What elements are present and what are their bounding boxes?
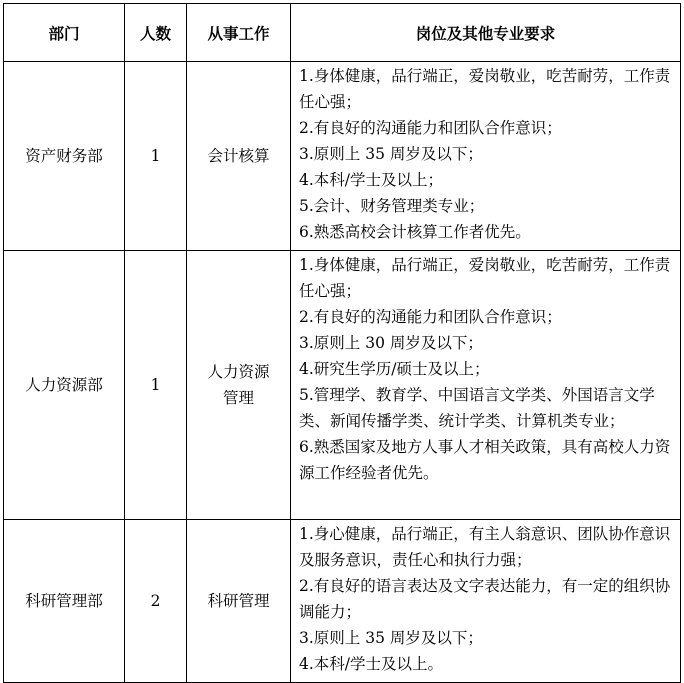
requirement-item: 2.有良好的沟通能力和团队合作意识； — [299, 308, 562, 326]
job-cell: 科研管理 — [187, 520, 291, 683]
requirement-item: 4.研究生学历/硕士及以上； — [299, 360, 490, 378]
requirements-cell — [291, 251, 681, 520]
requirements-cell — [291, 62, 681, 251]
count-cell: 1 — [125, 62, 187, 251]
job-cell: 会计核算 — [187, 62, 291, 251]
count-cell: 2 — [125, 520, 187, 683]
requirement-item: 3.原则上 30 周岁及以下； — [299, 334, 483, 352]
dept-cell: 资产财务部 — [4, 62, 125, 251]
requirement-item: 3.原则上 35 周岁及以下； — [299, 629, 483, 647]
header-dept: 部门 — [4, 4, 125, 62]
requirement-item: 5.管理学、教育学、中国语言文学类、外国语言文学类、新闻传播学类、统计学类、计算机类专业； — [299, 386, 655, 430]
table-row — [4, 520, 681, 683]
table-row — [4, 62, 681, 251]
requirements-cell — [291, 520, 681, 683]
table-header-row — [4, 4, 681, 62]
header-job: 从事工作 — [187, 4, 291, 62]
requirement-item: 4.本科/学士及以上。 — [299, 655, 444, 673]
requirement-item: 6.熟悉国家及地方人事人才相关政策，具有高校人力资源工作经验者优先。 — [299, 438, 671, 482]
job-text: 人力资源管理 — [207, 363, 270, 407]
requirement-item: 2.有良好的沟通能力和团队合作意识； — [299, 119, 562, 137]
requirement-item: 1.身体健康，品行端正，爱岗敬业，吃苦耐劳，工作责任心强； — [299, 67, 671, 111]
requirement-item: 3.原则上 35 周岁及以下； — [299, 145, 483, 163]
requirement-item: 4.本科/学士及以上； — [299, 171, 444, 189]
count-cell: 1 — [125, 251, 187, 520]
header-requirements: 岗位及其他专业要求 — [291, 4, 681, 62]
dept-cell: 人力资源部 — [4, 251, 125, 520]
requirement-item: 6.熟悉高校会计核算工作者优先。 — [299, 223, 531, 241]
table-row — [4, 251, 681, 520]
requirement-item: 2.有良好的语言表达及文字表达能力，有一定的组织协调能力； — [299, 577, 671, 621]
job-cell — [187, 251, 291, 520]
recruitment-table — [3, 3, 681, 683]
header-count: 人数 — [125, 4, 187, 62]
requirement-item: 5.会计、财务管理类专业； — [299, 197, 485, 215]
requirement-item: 1.身心健康，品行端正，有主人翁意识、团队协作意识及服务意识，责任心和执行力强； — [299, 525, 671, 569]
dept-cell: 科研管理部 — [4, 520, 125, 683]
requirement-item: 1.身体健康，品行端正，爱岗敬业，吃苦耐劳，工作责任心强； — [299, 256, 671, 300]
